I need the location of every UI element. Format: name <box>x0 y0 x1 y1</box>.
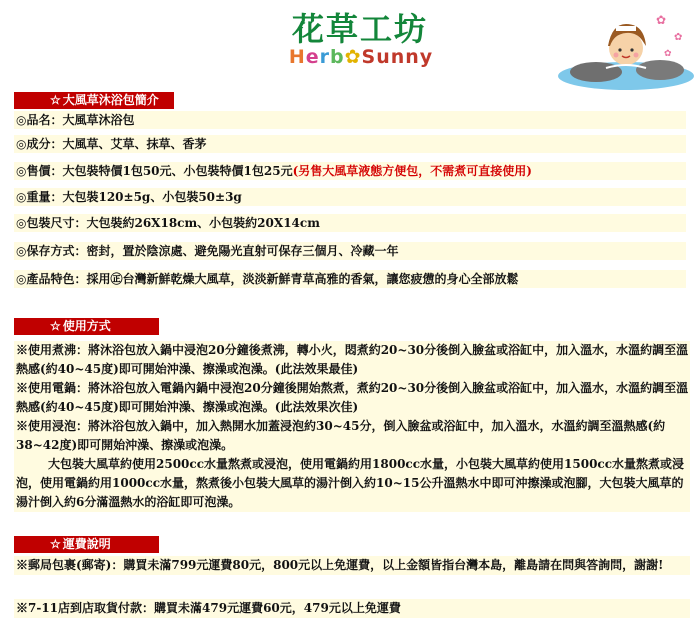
usage-rice-cooker: ※使用電鍋：將沐浴包放入電鍋內鍋中浸泡20分鐘後開始熬煮，煮約20~30分後倒入臉盆或浴缸中，加入溫水，水溫約調至溫熱感(約40~45度)即可開始沖澡、擦澡或泡澡。(此法效果次佳) <box>14 379 690 417</box>
section-usage-title: 使用方式 <box>62 319 111 333</box>
logo-sun-icon: ✿ <box>344 46 362 68</box>
info-row-package-size: ◎包裝尺寸：大包裝約26X18cm、小包裝約20X14cm <box>14 214 686 233</box>
usage-water-amount-text: 大包裝大風草約使用2500cc水量熬煮或浸泡，使用電鍋約用1800cc水量，小包裝大風草約使用1500cc水量熬煮或浸泡，使用電鍋約用1000cc水量，熬煮後小包裝大風草的湯汁倒入約10~15公升溫熱水中即可沖擦澡或泡腳，大包裝大風草的湯汁倒入約6分滿溫熱水的浴缸即可泡澡。 <box>16 457 685 509</box>
svg-text:✿: ✿ <box>674 32 683 43</box>
shipping-post-office: ※郵局包裹(郵寄)：購買未滿799元運費80元，800元以上免運費，以上金額皆指台灣本島，離島請在問與答詢問，謝謝! <box>14 556 690 575</box>
section-usage-header <box>14 318 159 335</box>
bathing-girl-illustration <box>556 6 696 92</box>
svg-text:✿: ✿ <box>656 13 667 27</box>
info-row-weight: ◎重量：大包裝120±5g、小包裝50±3g <box>14 188 686 207</box>
logo-letter-r: r <box>319 46 330 68</box>
svg-text:✿: ✿ <box>664 49 672 59</box>
logo-letter-e: e <box>305 46 320 68</box>
star-icon: ☆ <box>50 537 61 551</box>
star-icon: ☆ <box>50 93 61 107</box>
usage-water-amount <box>14 455 690 512</box>
info-row-features: ◎產品特色：採用㊣台灣新鮮乾燥大風草，淡淡新鮮青草高雅的香氣，讓您疲憊的身心全部放鬆 <box>14 270 686 289</box>
shipping-seven-eleven: ※7-11店到店取貨付款：購買未滿479元運費60元，479元以上免運費 <box>14 599 690 618</box>
section-intro-title: 大風草沐浴包簡介 <box>62 93 159 107</box>
info-row-ingredients: ◎成分：大風草、艾草、抹草、香茅 <box>14 135 686 154</box>
section-shipping-title: 運費說明 <box>62 537 111 551</box>
star-icon: ☆ <box>50 319 61 333</box>
info-row-price <box>14 162 686 181</box>
header <box>0 0 700 92</box>
brand-logo-chinese: 花草工坊 <box>291 10 428 48</box>
usage-soaking: ※使用浸泡：將沐浴包放入鍋中，加入熱開水加蓋浸泡約30~45分，倒入臉盆或浴缸中，加入溫水，水溫約調至溫熱感(約38~42度)即可開始沖澡、擦澡或泡澡。 <box>14 417 690 455</box>
logo-letter-h: H <box>288 46 306 68</box>
usage-boiling: ※使用煮沸：將沐浴包放入鍋中浸泡20分鐘後煮沸，轉小火，悶煮約20~30分後倒入臉盆或浴缸中，加入溫水，水溫約調至溫熱感(約40~45度)即可開始沖澡、擦澡或泡澡。(此法效果最佳) <box>14 341 690 379</box>
price-text: ◎售價：大包裝特價1包50元、小包裝特價1包25元 <box>16 164 293 178</box>
info-row-storage: ◎保存方式：密封，置於陰涼處、避免陽光直射可保存三個月、冷藏一年 <box>14 242 686 261</box>
section-shipping-header <box>14 536 159 553</box>
price-note: (另售大風草液態方便包，不需煮可直接使用) <box>292 164 532 178</box>
logo-letter-b: b <box>329 46 345 68</box>
info-row-name: ◎品名：大風草沐浴包 <box>14 111 686 130</box>
section-intro-header <box>14 92 174 109</box>
brand-logo-english <box>286 46 436 68</box>
logo-word-sunny: Sunny <box>361 46 434 68</box>
